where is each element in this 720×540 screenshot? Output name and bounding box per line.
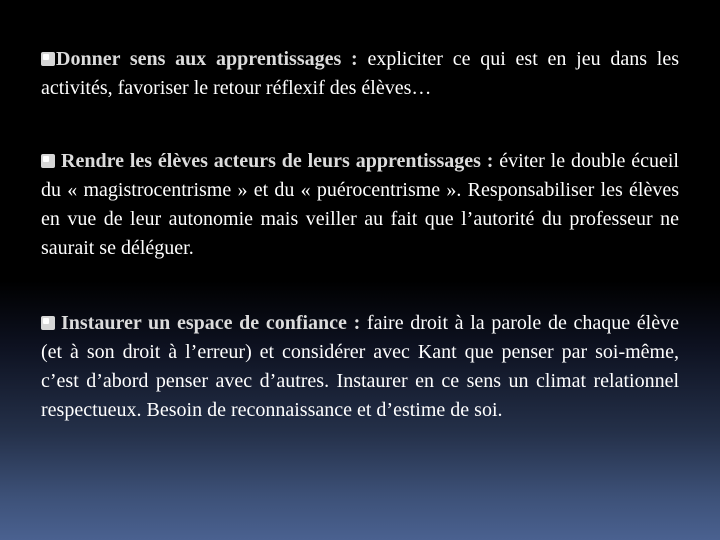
checkbox-square-icon bbox=[41, 52, 55, 66]
bullet-heading-3: Instaurer un espace de confiance : bbox=[61, 312, 361, 334]
checkbox-square-icon bbox=[41, 316, 55, 330]
bullet-paragraph-2 bbox=[41, 147, 679, 263]
slide-content bbox=[41, 45, 679, 425]
bullet-text-1: expliciter ce qui est en jeu dans les activités, favoriser le retour réflexif des élèves… bbox=[41, 48, 680, 99]
bullet-text-2: éviter le double écueil du « magistrocentrisme » et du « puérocentrisme ». Responsabiliser les élèves en vue de leur autonomie mais veiller au fait que l’autorité du professeur ne saurait se déléguer. bbox=[41, 150, 679, 259]
bullet-heading-2: Rendre les élèves acteurs de leurs apprentissages : bbox=[61, 150, 494, 172]
bullet-paragraph-1 bbox=[41, 45, 679, 103]
checkbox-square-icon bbox=[41, 154, 55, 168]
bullet-heading-1: Donner sens aux apprentissages : bbox=[56, 48, 358, 70]
bullet-text-3: faire droit à la parole de chaque élève (et à son droit à l’erreur) et considérer avec Kant que penser par soi-même, c’est d’abord penser avec d’autres. Instaurer en ce sens un climat relationnel respectueux. Besoin de reconnaissance et d’estime de soi. bbox=[41, 312, 679, 421]
bullet-paragraph-3 bbox=[41, 309, 679, 425]
